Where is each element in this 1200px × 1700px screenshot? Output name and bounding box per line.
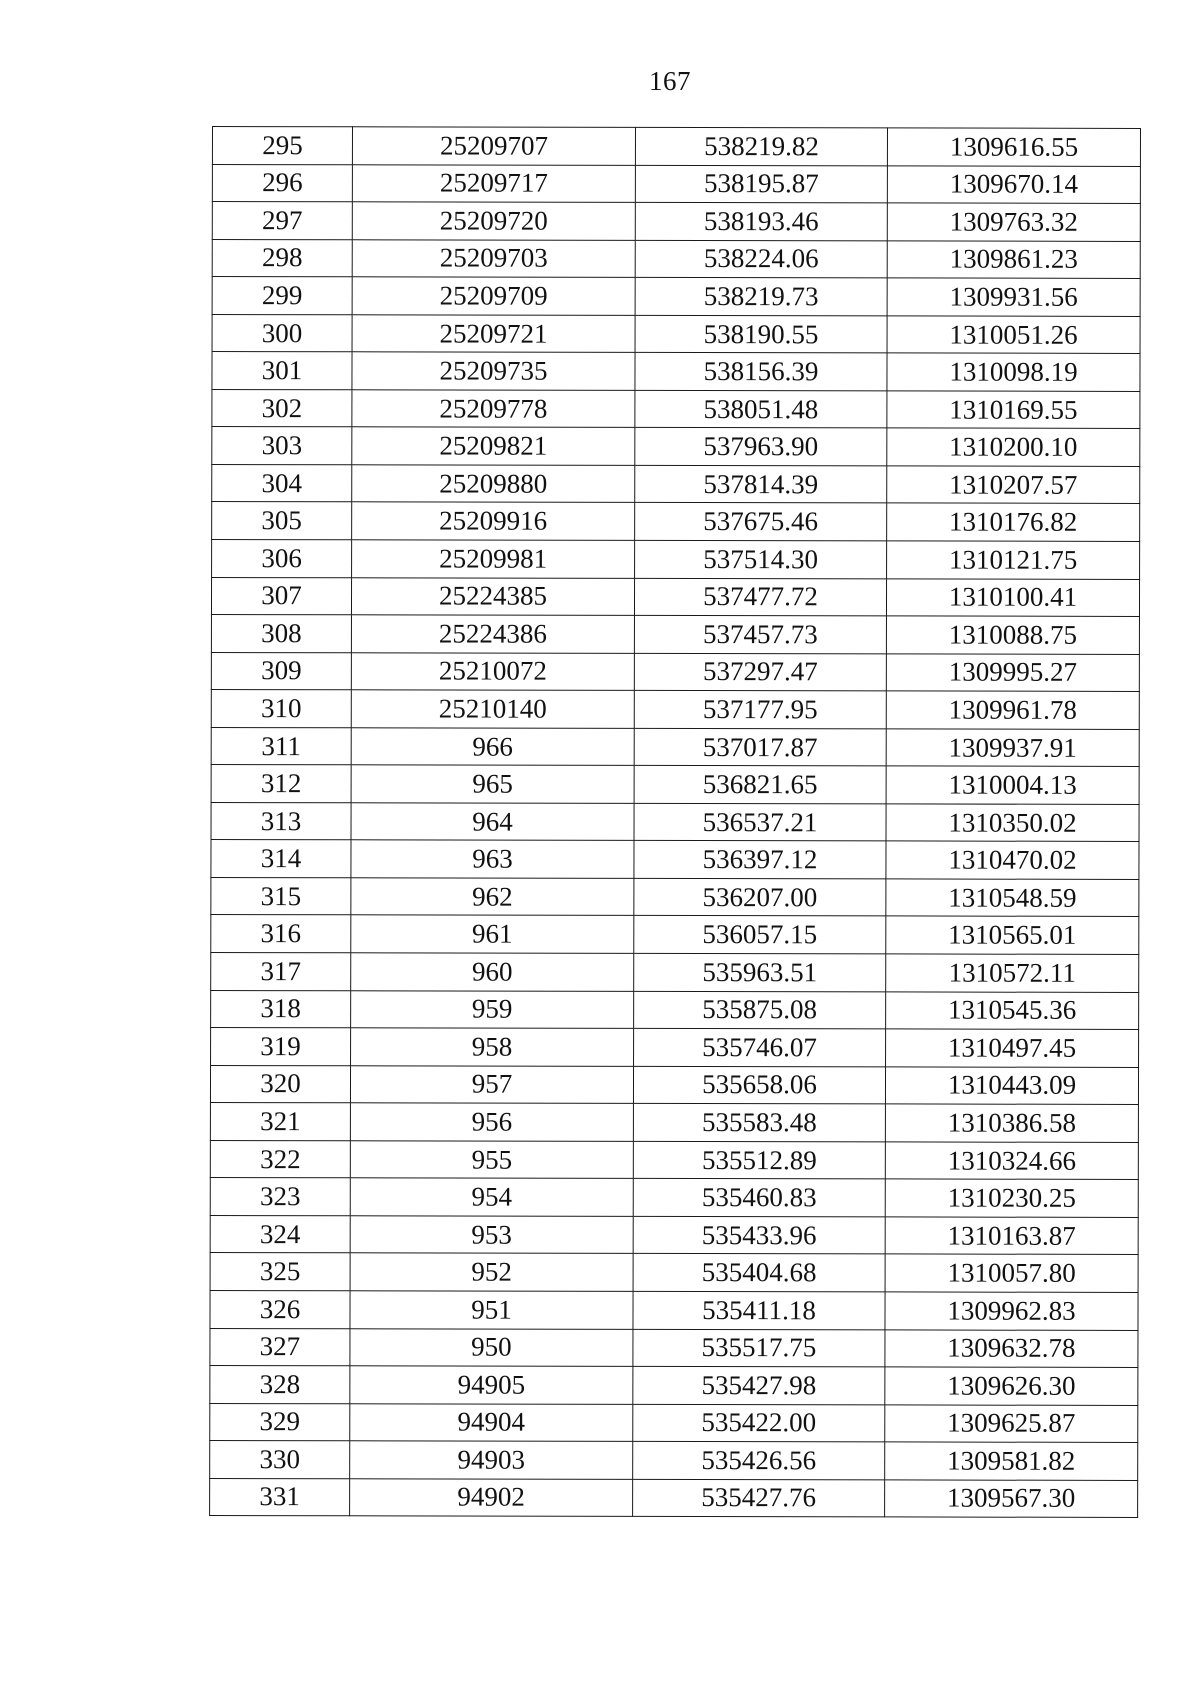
point-id-cell: 94905 [350, 1366, 633, 1404]
x-coordinate-cell: 535427.98 [633, 1366, 885, 1404]
point-id-cell: 25209821 [352, 427, 635, 465]
table-row [211, 615, 1139, 654]
y-coordinate-cell: 1310565.01 [886, 916, 1139, 954]
point-id-cell: 956 [350, 1103, 633, 1141]
table-row [212, 239, 1140, 278]
table-row [211, 840, 1139, 879]
y-coordinate-cell: 1310051.26 [887, 316, 1140, 354]
row-number-cell: 321 [210, 1103, 350, 1141]
row-number-cell: 328 [210, 1366, 350, 1404]
y-coordinate-cell: 1310057.80 [885, 1254, 1138, 1292]
table-row [211, 652, 1139, 691]
y-coordinate-cell: 1310350.02 [886, 804, 1139, 842]
x-coordinate-cell: 535426.56 [633, 1442, 885, 1480]
x-coordinate-cell: 535517.75 [633, 1329, 885, 1367]
table-row [211, 577, 1139, 616]
table-row [211, 802, 1139, 841]
y-coordinate-cell: 1310572.11 [886, 954, 1139, 992]
y-coordinate-cell: 1309962.83 [885, 1292, 1138, 1330]
table-row [210, 1215, 1138, 1254]
point-id-cell: 25209916 [352, 502, 635, 540]
x-coordinate-cell: 535658.06 [633, 1066, 885, 1104]
x-coordinate-cell: 535875.08 [634, 991, 886, 1029]
point-id-cell: 25209717 [352, 164, 635, 202]
row-number-cell: 312 [211, 765, 351, 803]
x-coordinate-cell: 538224.06 [635, 240, 887, 278]
table-row [211, 953, 1139, 992]
row-number-cell: 322 [210, 1140, 350, 1178]
x-coordinate-cell: 538219.73 [635, 278, 887, 316]
coordinates-table [209, 126, 1141, 1518]
point-id-cell: 952 [350, 1253, 633, 1291]
x-coordinate-cell: 537514.30 [635, 540, 887, 578]
point-id-cell: 963 [351, 840, 634, 878]
row-number-cell: 326 [210, 1290, 350, 1328]
y-coordinate-cell: 1310443.09 [885, 1067, 1138, 1105]
x-coordinate-cell: 536821.65 [634, 766, 886, 804]
x-coordinate-cell: 535460.83 [633, 1179, 885, 1217]
table-row [212, 127, 1140, 166]
point-id-cell: 25209735 [352, 352, 635, 390]
x-coordinate-cell: 535411.18 [633, 1291, 885, 1329]
table-row [210, 1103, 1138, 1142]
point-id-cell: 25209709 [352, 277, 635, 315]
page-number: 167 [649, 66, 691, 96]
y-coordinate-cell: 1309670.14 [887, 165, 1140, 203]
point-id-cell: 94902 [350, 1478, 633, 1516]
y-coordinate-cell: 1309995.27 [886, 654, 1139, 692]
table-row [212, 164, 1140, 203]
point-id-cell: 951 [350, 1291, 633, 1329]
x-coordinate-cell: 538156.39 [635, 353, 887, 391]
y-coordinate-cell: 1310121.75 [887, 541, 1140, 579]
row-number-cell: 313 [211, 802, 351, 840]
x-coordinate-cell: 537457.73 [634, 615, 886, 653]
x-coordinate-cell: 535422.00 [633, 1404, 885, 1442]
x-coordinate-cell: 536537.21 [634, 803, 886, 841]
point-id-cell: 25224385 [351, 577, 634, 615]
row-number-cell: 305 [212, 502, 352, 540]
point-id-cell: 959 [351, 990, 634, 1028]
y-coordinate-cell: 1309632.78 [885, 1329, 1138, 1367]
table-row [210, 1478, 1138, 1517]
row-number-cell: 331 [210, 1478, 350, 1516]
table-row [210, 1403, 1138, 1442]
y-coordinate-cell: 1310163.87 [885, 1217, 1138, 1255]
table-row [212, 540, 1140, 579]
point-id-cell: 94903 [350, 1441, 633, 1479]
table-row [212, 202, 1140, 241]
table-row [210, 1328, 1138, 1367]
point-id-cell: 25209721 [352, 315, 635, 353]
table-row [211, 1028, 1139, 1067]
x-coordinate-cell: 535963.51 [634, 953, 886, 991]
table-row [212, 389, 1140, 428]
table-row [212, 314, 1140, 353]
row-number-cell: 303 [212, 427, 352, 465]
x-coordinate-cell: 537477.72 [634, 578, 886, 616]
table-row [212, 277, 1140, 316]
y-coordinate-cell: 1310004.13 [886, 766, 1139, 804]
row-number-cell: 323 [210, 1178, 350, 1216]
table-row [212, 502, 1140, 541]
table-row [211, 765, 1139, 804]
point-id-cell: 960 [351, 953, 634, 991]
row-number-cell: 325 [210, 1253, 350, 1291]
point-id-cell: 958 [351, 1028, 634, 1066]
table-row [210, 1178, 1138, 1217]
point-id-cell: 965 [351, 765, 634, 803]
point-id-cell: 964 [351, 803, 634, 841]
row-number-cell: 306 [212, 540, 352, 578]
y-coordinate-cell: 1310324.66 [885, 1142, 1138, 1180]
x-coordinate-cell: 535746.07 [634, 1029, 886, 1067]
y-coordinate-cell: 1310470.02 [886, 841, 1139, 879]
row-number-cell: 317 [211, 953, 351, 991]
point-id-cell: 25209880 [352, 465, 635, 503]
table-row [212, 464, 1140, 503]
row-number-cell: 329 [210, 1403, 350, 1441]
point-id-cell: 955 [350, 1141, 633, 1179]
y-coordinate-cell: 1309581.82 [885, 1442, 1138, 1480]
x-coordinate-cell: 535512.89 [633, 1141, 885, 1179]
x-coordinate-cell: 537297.47 [634, 653, 886, 691]
y-coordinate-cell: 1310548.59 [886, 879, 1139, 917]
x-coordinate-cell: 537963.90 [635, 428, 887, 466]
x-coordinate-cell: 538219.82 [635, 127, 887, 165]
y-coordinate-cell: 1310088.75 [886, 616, 1139, 654]
x-coordinate-cell: 535404.68 [633, 1254, 885, 1292]
row-number-cell: 299 [212, 277, 352, 315]
row-number-cell: 315 [211, 877, 351, 915]
point-id-cell: 25209981 [352, 540, 635, 578]
point-id-cell: 957 [350, 1065, 633, 1103]
row-number-cell: 304 [212, 464, 352, 502]
table-row [211, 877, 1139, 916]
y-coordinate-cell: 1310545.36 [886, 991, 1139, 1029]
point-id-cell: 25210072 [351, 652, 634, 690]
table-row [210, 1065, 1138, 1104]
x-coordinate-cell: 537675.46 [635, 503, 887, 541]
y-coordinate-cell: 1309626.30 [885, 1367, 1138, 1405]
x-coordinate-cell: 536057.15 [634, 916, 886, 954]
point-id-cell: 962 [351, 878, 634, 916]
table-row [210, 1290, 1138, 1329]
y-coordinate-cell: 1309567.30 [885, 1480, 1138, 1518]
point-id-cell: 954 [350, 1178, 633, 1216]
table-row [210, 1140, 1138, 1179]
x-coordinate-cell: 535427.76 [633, 1479, 885, 1517]
row-number-cell: 297 [212, 202, 352, 240]
point-id-cell: 25209707 [352, 127, 635, 165]
x-coordinate-cell: 536207.00 [634, 878, 886, 916]
y-coordinate-cell: 1309861.23 [887, 241, 1140, 279]
y-coordinate-cell: 1310200.10 [887, 428, 1140, 466]
row-number-cell: 311 [211, 727, 351, 765]
point-id-cell: 953 [350, 1216, 633, 1254]
table-row [210, 1366, 1138, 1405]
row-number-cell: 318 [211, 990, 351, 1028]
row-number-cell: 330 [210, 1441, 350, 1479]
y-coordinate-cell: 1310176.82 [887, 503, 1140, 541]
y-coordinate-cell: 1310169.55 [887, 391, 1140, 429]
row-number-cell: 302 [212, 389, 352, 427]
x-coordinate-cell: 535583.48 [633, 1104, 885, 1142]
point-id-cell: 25224386 [351, 615, 634, 653]
point-id-cell: 25209720 [352, 202, 635, 240]
point-id-cell: 94904 [350, 1403, 633, 1441]
y-coordinate-cell: 1310098.19 [887, 353, 1140, 391]
row-number-cell: 327 [210, 1328, 350, 1366]
point-id-cell: 961 [351, 915, 634, 953]
row-number-cell: 310 [211, 690, 351, 728]
coordinates-table-body [210, 127, 1141, 1518]
row-number-cell: 319 [211, 1028, 351, 1066]
table-row [210, 1441, 1138, 1480]
row-number-cell: 301 [212, 352, 352, 390]
y-coordinate-cell: 1309931.56 [887, 278, 1140, 316]
table-row [211, 915, 1139, 954]
row-number-cell: 309 [211, 652, 351, 690]
x-coordinate-cell: 538193.46 [635, 202, 887, 240]
table-row [212, 352, 1140, 391]
y-coordinate-cell: 1310207.57 [887, 466, 1140, 504]
x-coordinate-cell: 537017.87 [634, 728, 886, 766]
y-coordinate-cell: 1309937.91 [886, 729, 1139, 767]
y-coordinate-cell: 1309961.78 [886, 691, 1139, 729]
y-coordinate-cell: 1309616.55 [887, 128, 1140, 166]
row-number-cell: 296 [212, 164, 352, 202]
y-coordinate-cell: 1309763.32 [887, 203, 1140, 241]
row-number-cell: 298 [212, 239, 352, 277]
x-coordinate-cell: 537814.39 [635, 465, 887, 503]
x-coordinate-cell: 538190.55 [635, 315, 887, 353]
row-number-cell: 295 [212, 127, 352, 165]
row-number-cell: 300 [212, 314, 352, 352]
table-row [211, 690, 1139, 729]
x-coordinate-cell: 536397.12 [634, 841, 886, 879]
table-row [212, 427, 1140, 466]
x-coordinate-cell: 538051.48 [635, 390, 887, 428]
y-coordinate-cell: 1309625.87 [885, 1405, 1138, 1443]
x-coordinate-cell: 537177.95 [634, 691, 886, 729]
point-id-cell: 25209703 [352, 239, 635, 277]
point-id-cell: 950 [350, 1328, 633, 1366]
x-coordinate-cell: 535433.96 [633, 1216, 885, 1254]
row-number-cell: 320 [210, 1065, 350, 1103]
row-number-cell: 314 [211, 840, 351, 878]
y-coordinate-cell: 1310100.41 [886, 578, 1139, 616]
y-coordinate-cell: 1310386.58 [885, 1104, 1138, 1142]
point-id-cell: 25210140 [351, 690, 634, 728]
y-coordinate-cell: 1310230.25 [885, 1179, 1138, 1217]
table-row [210, 1253, 1138, 1292]
point-id-cell: 966 [351, 728, 634, 766]
row-number-cell: 316 [211, 915, 351, 953]
point-id-cell: 25209778 [352, 390, 635, 428]
row-number-cell: 308 [211, 615, 351, 653]
table-row [211, 990, 1139, 1029]
row-number-cell: 324 [210, 1215, 350, 1253]
table-row [211, 727, 1139, 766]
row-number-cell: 307 [211, 577, 351, 615]
y-coordinate-cell: 1310497.45 [886, 1029, 1139, 1067]
x-coordinate-cell: 538195.87 [635, 165, 887, 203]
